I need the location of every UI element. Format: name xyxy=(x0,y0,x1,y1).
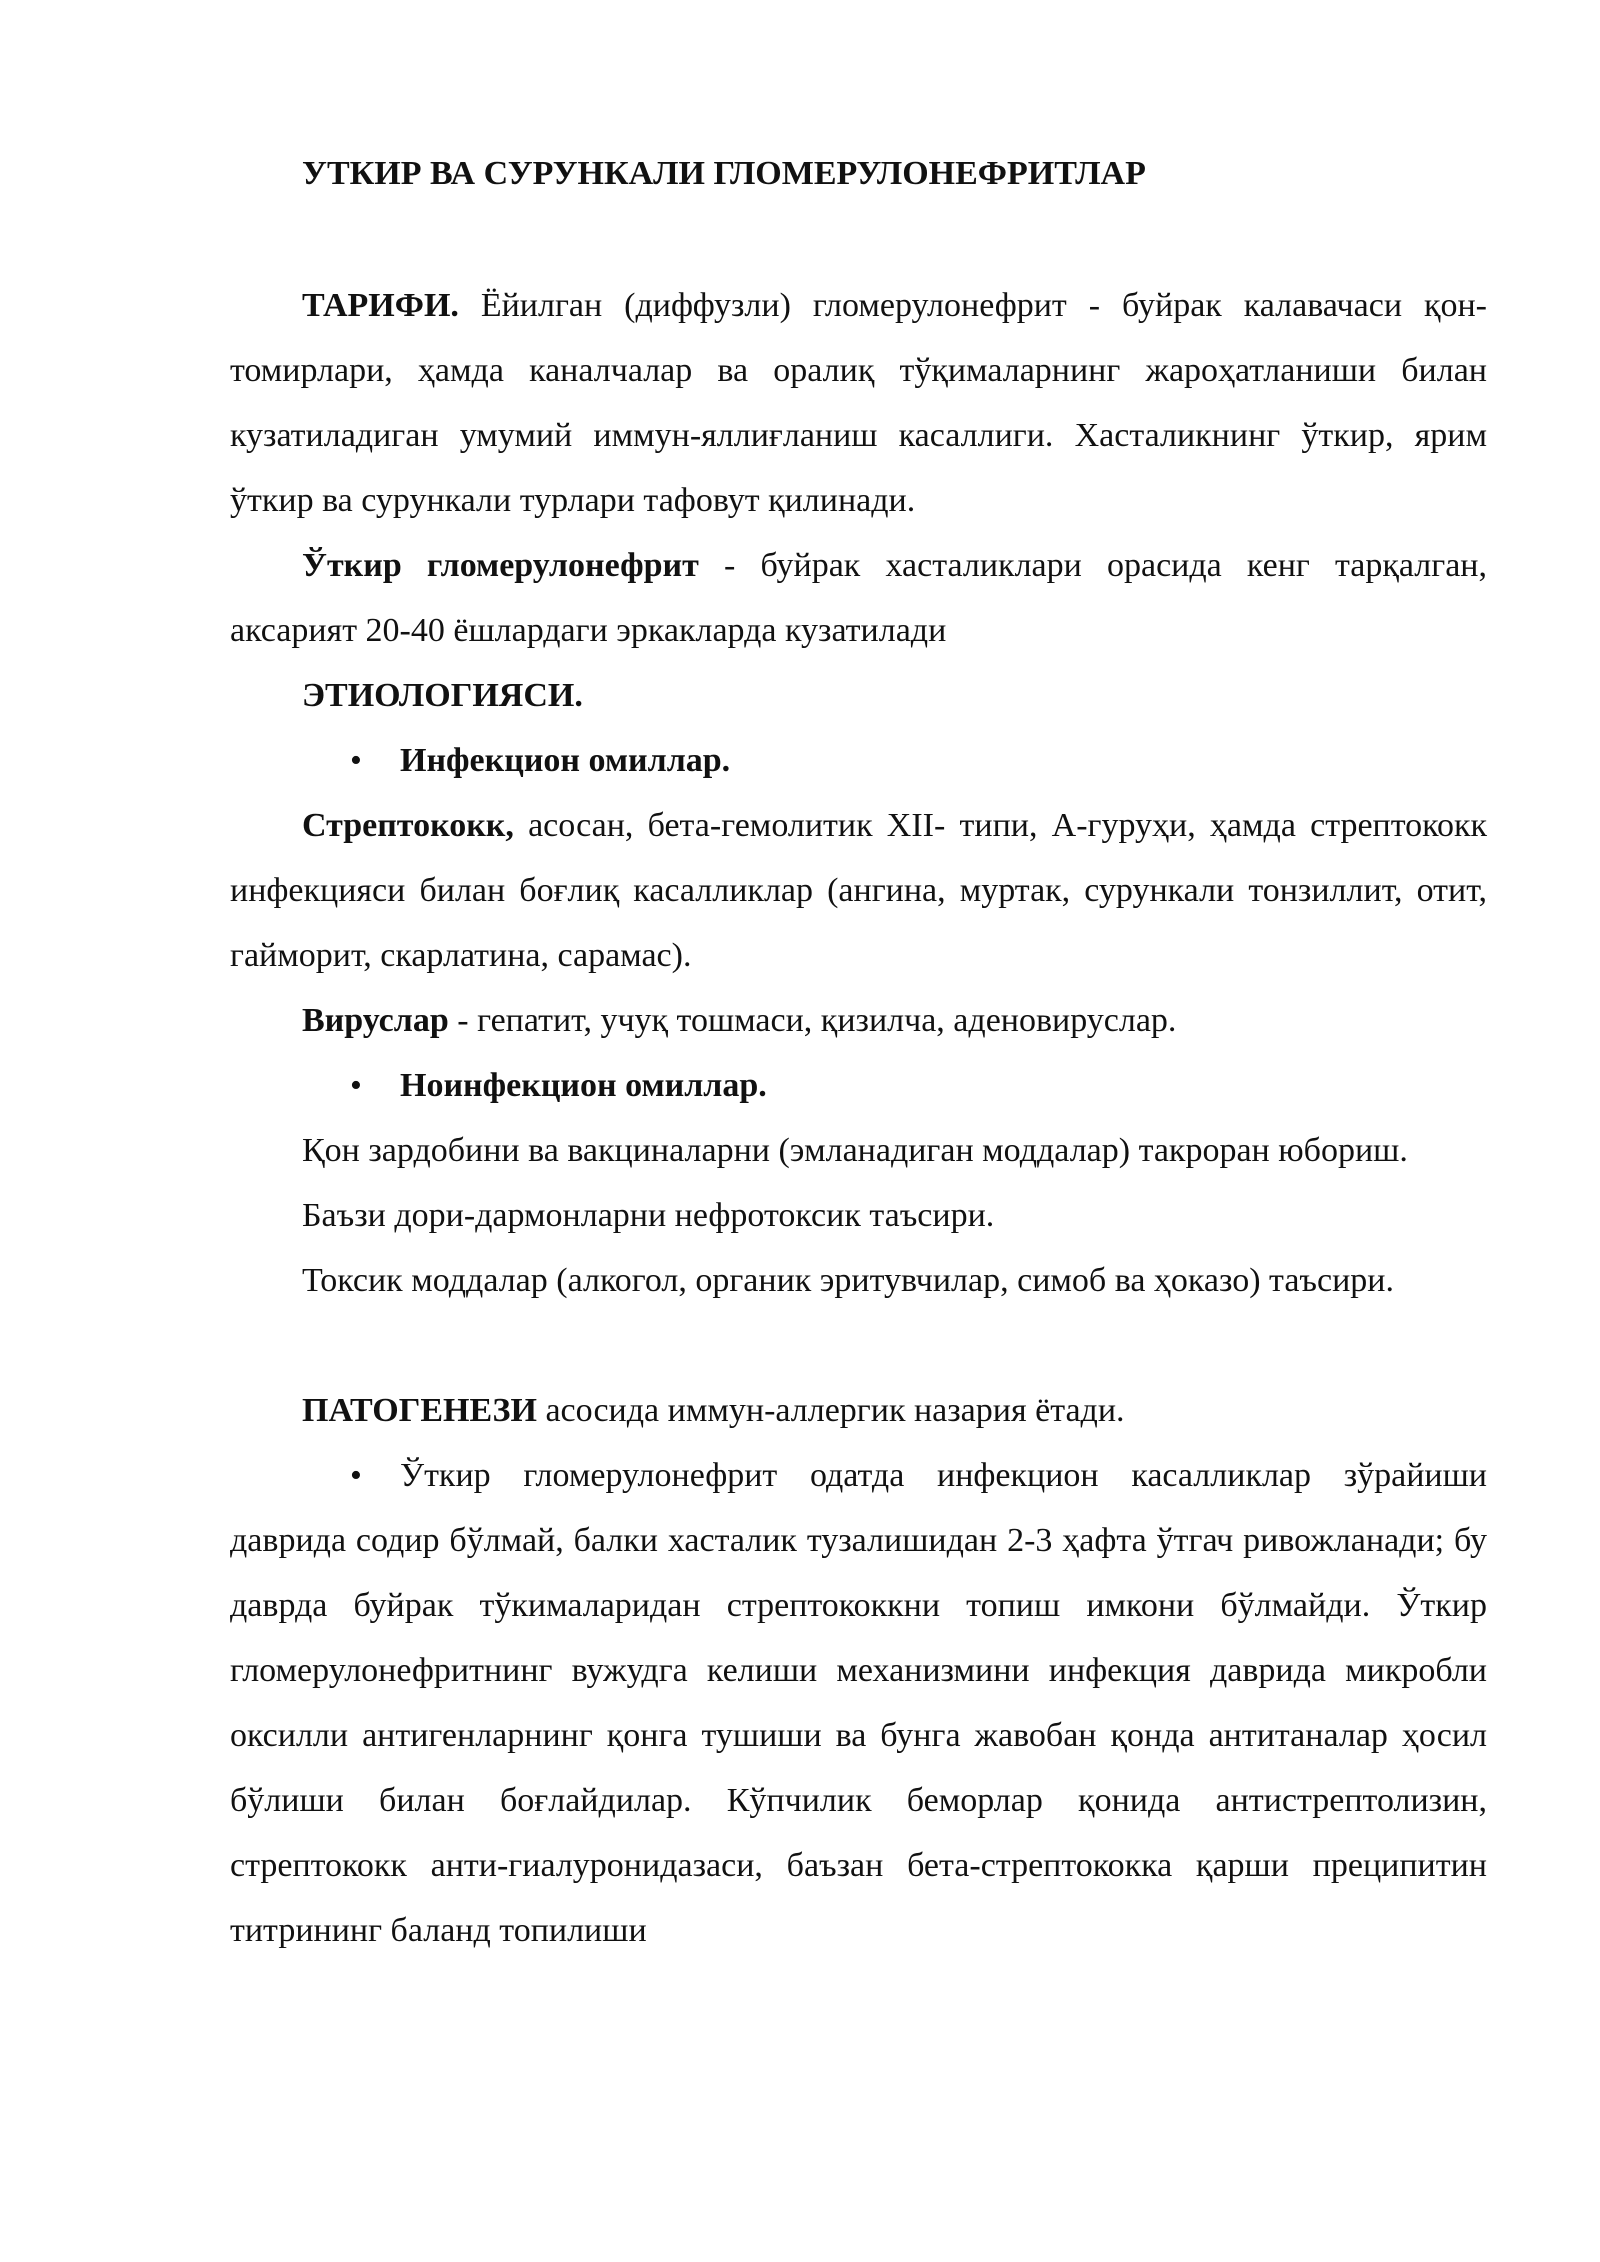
streptococcus-paragraph xyxy=(230,793,1487,988)
streptococcus-text: асосан, бета-гемолитик XII- типи, А-гуруҳи, ҳамда стрептококк инфекцияси билан боғлиқ касалликлар (ангина, муртак, сурункали тонзиллит, отит, гайморит, скарлатина, сарамас). xyxy=(230,807,1487,974)
viruses-text: - гепатит, учуқ тошмаси, қизилча, аденовируслар. xyxy=(448,1002,1177,1039)
etiology-heading: ЭТИОЛОГИЯСИ. xyxy=(302,677,583,714)
acute-paragraph xyxy=(230,533,1487,663)
noninfectious-factors-item xyxy=(230,1053,1487,1118)
pathogenesis-bullet-paragraph xyxy=(230,1443,1487,1963)
pathogenesis-label: ПАТОГЕНЕЗИ xyxy=(302,1392,537,1429)
acute-label: Ўткир гломерулонефрит xyxy=(302,547,699,584)
toxic-paragraph: Токсик моддалар (алкогол, органик эритувчилар, симоб ва ҳоказо) таъсири. xyxy=(302,1262,1394,1299)
definition-label: ТАРИФИ. xyxy=(302,287,459,324)
document-title: УТКИР ВА СУРУНКАЛИ ГЛОМЕРУЛОНЕФРИТЛАР xyxy=(302,155,1146,192)
noninfectious-factors-heading: Ноинфекцион омиллар. xyxy=(400,1067,767,1104)
definition-text: Ёйилган (диффузли) гломерулонефрит - буйрак калавачаси қон-томирлари, ҳамда каналчалар ва оралиқ тўқималарнинг жароҳатланиши билан кузатиладиган умумий иммун-яллиғланиш касаллиги. Хасталикнинг ўткир, ярим ўткир ва сурункали турлари тафовут қилинади. xyxy=(230,287,1487,519)
infectious-factors-heading: Инфекцион омиллар. xyxy=(400,742,731,779)
bullet-icon: • xyxy=(350,1457,362,1494)
acute-text: - буйрак хасталиклари орасида кенг тарқалган, аксарият 20-40 ёшлардаги эркакларда кузатилади xyxy=(230,547,1487,649)
title-spacer xyxy=(230,198,1487,273)
pathogenesis-text: асосида иммун-аллергик назария ётади. xyxy=(536,1392,1125,1429)
pathogenesis-bullet-text: Ўткир гломерулонефрит одатда инфекцион касалликлар зўрайиши даврида содир бўлмай, балки хасталик тузалишидан 2-3 ҳафта ўтгач ривожланади; бу даврда буйрак тўкималаридан стрептококкни топиш имкони бўлмайди. Ўткир гломерулонефритнинг вужудга келиши механизмини инфекция даврида микробли оксилли антигенларнинг қонга тушиши ва бунга жавобан қонда антитаналар ҳосил бўлиши билан боғлайдилар. Кўпчилик беморлар қонида антистрептолизин, стрептококк анти-гиалуронидазаси, баъзан бета-стрептококка қарши преципитин титрининг баланд топилиши xyxy=(230,1457,1487,1949)
viruses-label: Вируслар xyxy=(302,1002,449,1039)
section-gap xyxy=(230,1313,1487,1378)
bullet-icon: • xyxy=(350,742,362,779)
serum-paragraph: Қон зардобини ва вакциналарни (эмланадиган моддалар) такроран юбориш. xyxy=(302,1132,1408,1169)
pathogenesis-paragraph xyxy=(230,1378,1487,1443)
viruses-paragraph xyxy=(230,988,1487,1053)
definition-paragraph xyxy=(230,273,1487,533)
drugs-paragraph: Баъзи дори-дармонларни нефротоксик таъсири. xyxy=(302,1197,995,1234)
bullet-icon: • xyxy=(350,1067,362,1104)
streptococcus-label: Стрептококк, xyxy=(302,807,514,844)
infectious-factors-item xyxy=(230,728,1487,793)
